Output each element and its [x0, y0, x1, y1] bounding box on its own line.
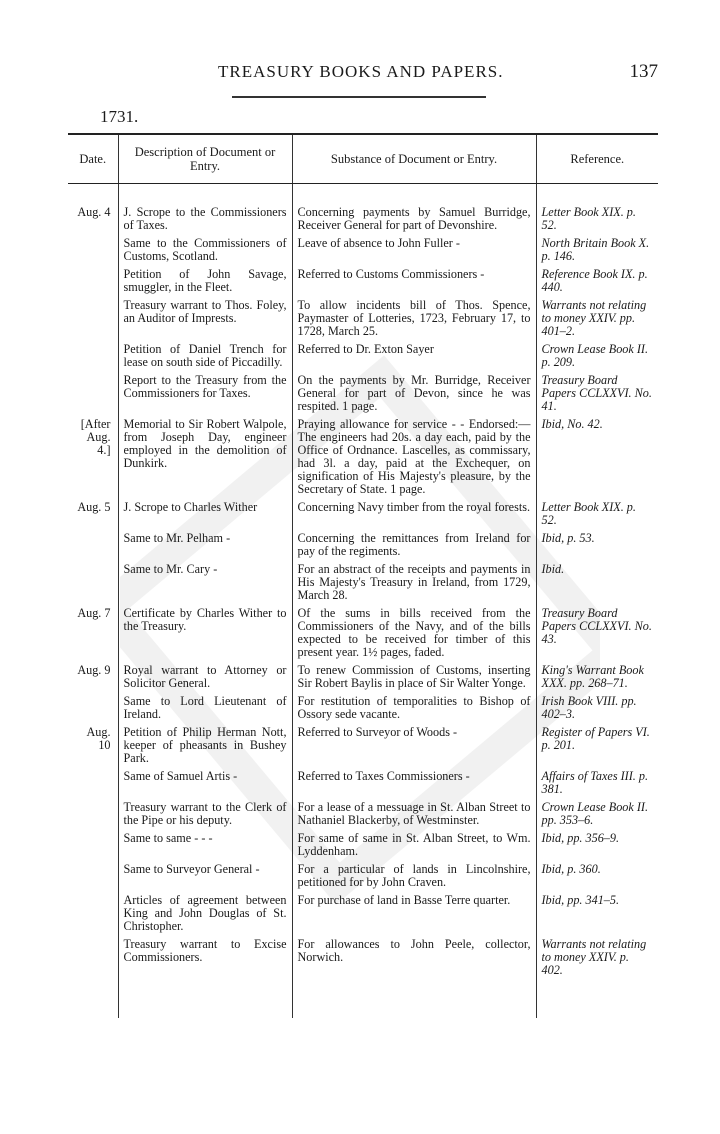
entry-reference: North Britain Book X. p. 146.	[536, 237, 658, 268]
entry-date	[68, 801, 118, 832]
entry-description: Treasury warrant to the Clerk of the Pipe or his deputy.	[118, 801, 292, 832]
entry-description: Memorial to Sir Robert Walpole, from Joseph Day, engineer employed in the demolition of Dunkirk.	[118, 418, 292, 501]
entry-description: Report to the Treasury from the Commissioners for Taxes.	[118, 374, 292, 418]
column-header-description: Description of Document or Entry.	[118, 134, 292, 184]
entry-description: Royal warrant to Attorney or Solicitor General.	[118, 664, 292, 695]
entry-date	[68, 770, 118, 801]
entry-date	[68, 299, 118, 343]
table-body	[68, 184, 658, 1019]
table-row	[68, 343, 658, 374]
entry-reference: Affairs of Taxes III. p. 381.	[536, 770, 658, 801]
spacer-row	[68, 184, 658, 207]
entry-substance: Referred to Customs Commissioners -	[292, 268, 536, 299]
entry-substance: Concerning payments by Samuel Burridge, Receiver General for part of Devonshire.	[292, 206, 536, 237]
table-row	[68, 894, 658, 938]
entry-description: J. Scrope to the Commissioners of Taxes.	[118, 206, 292, 237]
entry-description: Same to Surveyor General -	[118, 863, 292, 894]
entry-substance: For same of same in St. Alban Street, to Wm. Lyddenham.	[292, 832, 536, 863]
entry-substance: For allowances to John Peele, collector, Norwich.	[292, 938, 536, 982]
column-header-reference: Reference.	[536, 134, 658, 184]
entry-date: [After Aug. 4.]	[80, 417, 111, 457]
entry-date	[68, 938, 118, 982]
entry-reference: Irish Book VIII. pp. 402–3.	[536, 695, 658, 726]
entry-date: Aug. 5	[77, 500, 111, 514]
entry-substance: For an abstract of the receipts and payments in His Majesty's Treasury in Ireland, from 1729, March 28.	[292, 563, 536, 607]
entry-reference: Letter Book XIX. p. 52.	[536, 206, 658, 237]
entry-date	[68, 532, 118, 563]
entry-reference: Ibid, p. 53.	[536, 532, 658, 563]
calendar-table	[68, 133, 658, 1018]
table-row	[68, 501, 658, 532]
entry-reference: Warrants not relating to money XXIV. pp. 401–2.	[536, 299, 658, 343]
table-header-row	[68, 134, 658, 184]
entry-date	[68, 563, 118, 607]
year-heading: 1731.	[100, 107, 139, 126]
entry-date	[68, 343, 118, 374]
entry-reference: Register of Papers VI. p. 201.	[536, 726, 658, 770]
entry-date	[68, 832, 118, 863]
entry-substance: Concerning the remittances from Ireland for pay of the regiments.	[292, 532, 536, 563]
entry-description: Same to Mr. Pelham -	[118, 532, 292, 563]
entry-date: Aug. 7	[77, 606, 111, 620]
entry-date: Aug. 10	[86, 725, 111, 752]
column-header-substance: Substance of Document or Entry.	[292, 134, 536, 184]
entry-reference: Crown Lease Book II. pp. 353–6.	[536, 801, 658, 832]
entry-description: Same to Lord Lieutenant of Ireland.	[118, 695, 292, 726]
table-row	[68, 563, 658, 607]
entry-description: J. Scrope to Charles Wither	[118, 501, 292, 532]
entry-reference: Treasury Board Papers CCLXXVI. No. 43.	[536, 607, 658, 664]
entry-substance: Of the sums in bills received from the Commissioners of the Navy, and of the bills expected to be received for timber of this present year. 1½ pages, faded.	[292, 607, 536, 664]
entry-description: Same of Samuel Artis -	[118, 770, 292, 801]
table-row	[68, 607, 658, 664]
entry-substance: Referred to Dr. Exton Sayer	[292, 343, 536, 374]
entry-substance: On the payments by Mr. Burridge, Receiver General for part of Devon, since he was respited. 1 page.	[292, 374, 536, 418]
entry-reference: Ibid, pp. 356–9.	[536, 832, 658, 863]
table-row	[68, 863, 658, 894]
column-header-date: Date.	[68, 134, 118, 184]
entry-date	[68, 268, 118, 299]
entry-date	[68, 237, 118, 268]
entry-substance: To allow incidents bill of Thos. Spence, Paymaster of Lotteries, 1723, February 17, to 1728, March 25.	[292, 299, 536, 343]
entry-reference: Ibid.	[536, 563, 658, 607]
entry-date	[68, 374, 118, 418]
entry-description: Same to same - - -	[118, 832, 292, 863]
entry-substance: Referred to Surveyor of Woods -	[292, 726, 536, 770]
table-row	[68, 938, 658, 982]
entry-description: Treasury warrant to Excise Commissioners.	[118, 938, 292, 982]
table-row	[68, 299, 658, 343]
entry-description: Petition of Daniel Trench for lease on south side of Piccadilly.	[118, 343, 292, 374]
entry-reference: Ibid, No. 42.	[536, 418, 658, 501]
entry-substance: Referred to Taxes Commissioners -	[292, 770, 536, 801]
entry-reference: Ibid, p. 360.	[536, 863, 658, 894]
table-row	[68, 237, 658, 268]
table-row	[68, 268, 658, 299]
table-row	[68, 832, 658, 863]
entry-description: Same to the Commissioners of Customs, Scotland.	[118, 237, 292, 268]
entry-substance: To renew Commission of Customs, inserting Sir Robert Baylis in place of Sir Walter Yonge.	[292, 664, 536, 695]
entry-date: Aug. 4	[77, 205, 111, 219]
entry-reference: King's Warrant Book XXX. pp. 268–71.	[536, 664, 658, 695]
entry-description: Certificate by Charles Wither to the Treasury.	[118, 607, 292, 664]
entry-date	[68, 863, 118, 894]
spacer-row	[68, 982, 658, 1018]
entry-substance: For purchase of land in Basse Terre quarter.	[292, 894, 536, 938]
table-row	[68, 664, 658, 695]
entry-reference: Warrants not relating to money XXIV. p. 402.	[536, 938, 658, 982]
entry-substance: Leave of absence to John Fuller -	[292, 237, 536, 268]
table-row	[68, 532, 658, 563]
entry-description: Same to Mr. Cary -	[118, 563, 292, 607]
entry-date	[68, 695, 118, 726]
table-row	[68, 695, 658, 726]
entry-reference: Crown Lease Book II. p. 209.	[536, 343, 658, 374]
entry-description: Treasury warrant to Thos. Foley, an Auditor of Imprests.	[118, 299, 292, 343]
entry-reference: Treasury Board Papers CCLXXVI. No. 41.	[536, 374, 658, 418]
header-rule	[232, 96, 486, 98]
table-row	[68, 770, 658, 801]
running-head	[0, 62, 720, 86]
entry-substance: For a lease of a messuage in St. Alban Street to Nathaniel Blackerby, of Westminster.	[292, 801, 536, 832]
entry-date	[68, 894, 118, 938]
entry-description: Petition of Philip Herman Nott, keeper of pheasants in Bushey Park.	[118, 726, 292, 770]
entry-substance: Praying allowance for service - - Endorsed:—The engineers had 20s. a day each, paid by the Office of Ordnance. Lascelles, as commissary, had 3l. a day, paid at the Exchequer, on signification of His Majesty's pleasure, by the Secretary of State. 1 page.	[292, 418, 536, 501]
entry-description: Articles of agreement between King and John Douglas of St. Christopher.	[118, 894, 292, 938]
entry-date: Aug. 9	[77, 663, 111, 677]
entry-substance: Concerning Navy timber from the royal forests.	[292, 501, 536, 532]
entry-substance: For restitution of temporalities to Bishop of Ossory sede vacante.	[292, 695, 536, 726]
entry-substance: For a particular of lands in Lincolnshire, petitioned for by John Craven.	[292, 863, 536, 894]
table-row	[68, 418, 658, 501]
table-row	[68, 801, 658, 832]
table-row	[68, 374, 658, 418]
running-title: TREASURY BOOKS AND PAPERS.	[218, 62, 504, 81]
entry-reference: Letter Book XIX. p. 52.	[536, 501, 658, 532]
page-number: 137	[629, 61, 658, 82]
table-row	[68, 726, 658, 770]
entry-description: Petition of John Savage, smuggler, in the Fleet.	[118, 268, 292, 299]
table-row	[68, 206, 658, 237]
entry-reference: Ibid, pp. 341–5.	[536, 894, 658, 938]
entry-reference: Reference Book IX. p. 440.	[536, 268, 658, 299]
